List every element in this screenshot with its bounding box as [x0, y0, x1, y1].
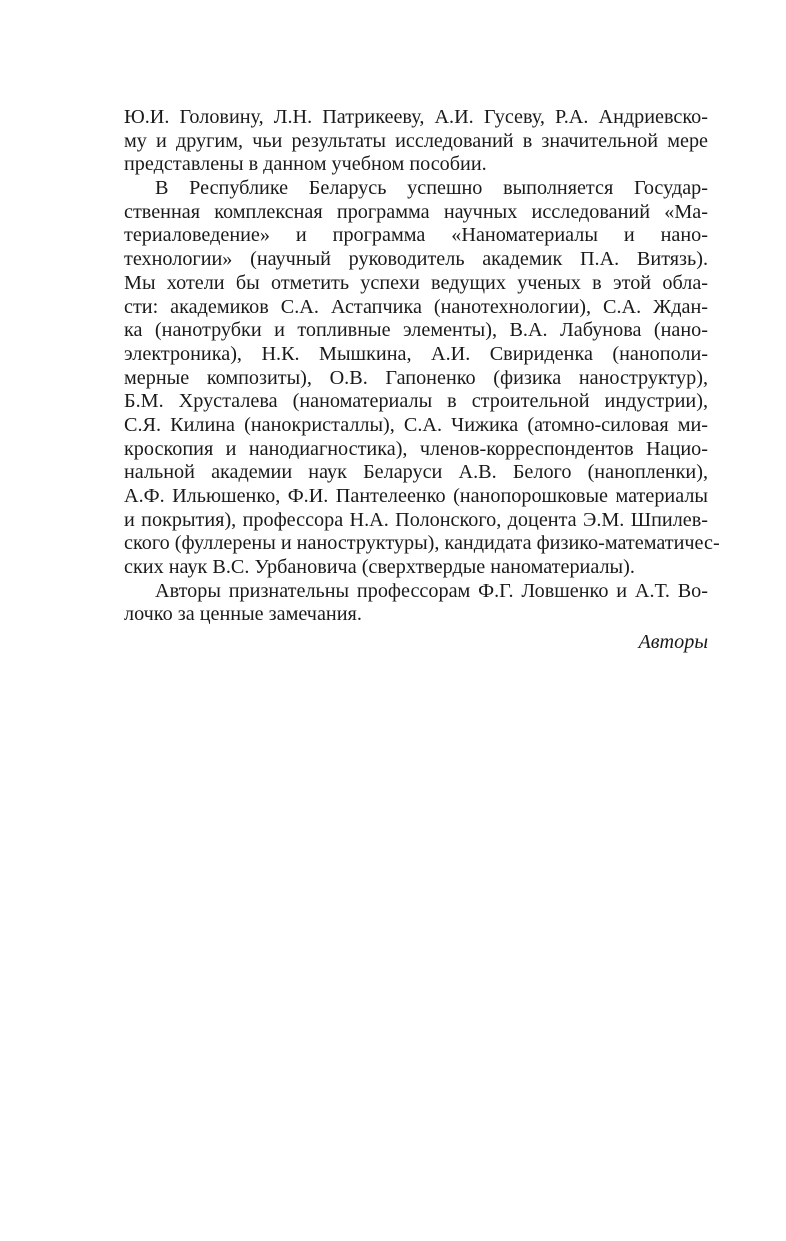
paragraph-acknowledged-authors	[124, 106, 708, 177]
paragraph-belarus-programs	[124, 177, 720, 580]
text-line: му и другим, чьи результаты исследований в значительной мере	[124, 129, 708, 152]
text-line: териаловедение» и программа «Наноматериалы и нано-	[124, 224, 708, 247]
text-line: сти: академиков С.А. Астапчика (нанотехнологии), С.А. Ждан-	[124, 295, 708, 318]
text-line: Ю.И. Головину, Л.Н. Патрикееву, А.И. Гусеву, Р.А. Андриевско-	[124, 106, 708, 128]
text-line: С.Я. Килина (нанокристаллы), С.А. Чижика (атомно-силовая ми-	[124, 413, 708, 436]
text-line: В Республике Беларусь успешно выполняется Государ-	[155, 177, 708, 200]
text-line: ка (нанотрубки и топливные элементы), В.А. Лабунова (нано-	[124, 319, 708, 342]
text-line: А.Ф. Ильюшенко, Ф.И. Пантелеенко (нанопорошковые материалы	[124, 485, 708, 507]
text-line: Мы хотели бы отметить успехи ведущих ученых в этой обла-	[124, 271, 708, 294]
text-line: электроника), Н.К. Мышкина, А.И. Свириденка (нанополи-	[124, 342, 708, 365]
text-line: ского (фуллерены и наноструктуры), кандидата физико-математичес-	[124, 532, 720, 555]
signature: Авторы	[638, 631, 708, 654]
text-line: Б.М. Хрусталева (наноматериалы в строительной индустрии),	[124, 390, 708, 413]
text-line: и покрытия), профессора Н.А. Полонского, доцента Э.М. Шпилев-	[124, 508, 708, 531]
text-line: технологии» (научный руководитель академик П.А. Витязь).	[124, 248, 708, 271]
text-line: лочко за ценные замечания.	[124, 603, 362, 626]
text-line: ственная комплексная программа научных исследований «Ма-	[124, 200, 708, 223]
paragraph-gratitude	[124, 580, 708, 627]
text-line: нальной академии наук Беларуси А.В. Белого (нанопленки),	[124, 461, 708, 484]
text-line: ских наук В.С. Урбановича (сверхтвердые наноматериалы).	[124, 556, 635, 579]
text-line: представлены в данном учебном пособии.	[124, 153, 487, 176]
text-line: кроскопия и нанодиагностика), членов-корреспондентов Нацио-	[124, 437, 708, 460]
text-line: мерные композиты), О.В. Гапоненко (физика наноструктур),	[124, 366, 708, 389]
document-page	[124, 106, 720, 655]
text-line: Авторы признательны профессорам Ф.Г. Ловшенко и А.Т. Во-	[155, 579, 708, 602]
